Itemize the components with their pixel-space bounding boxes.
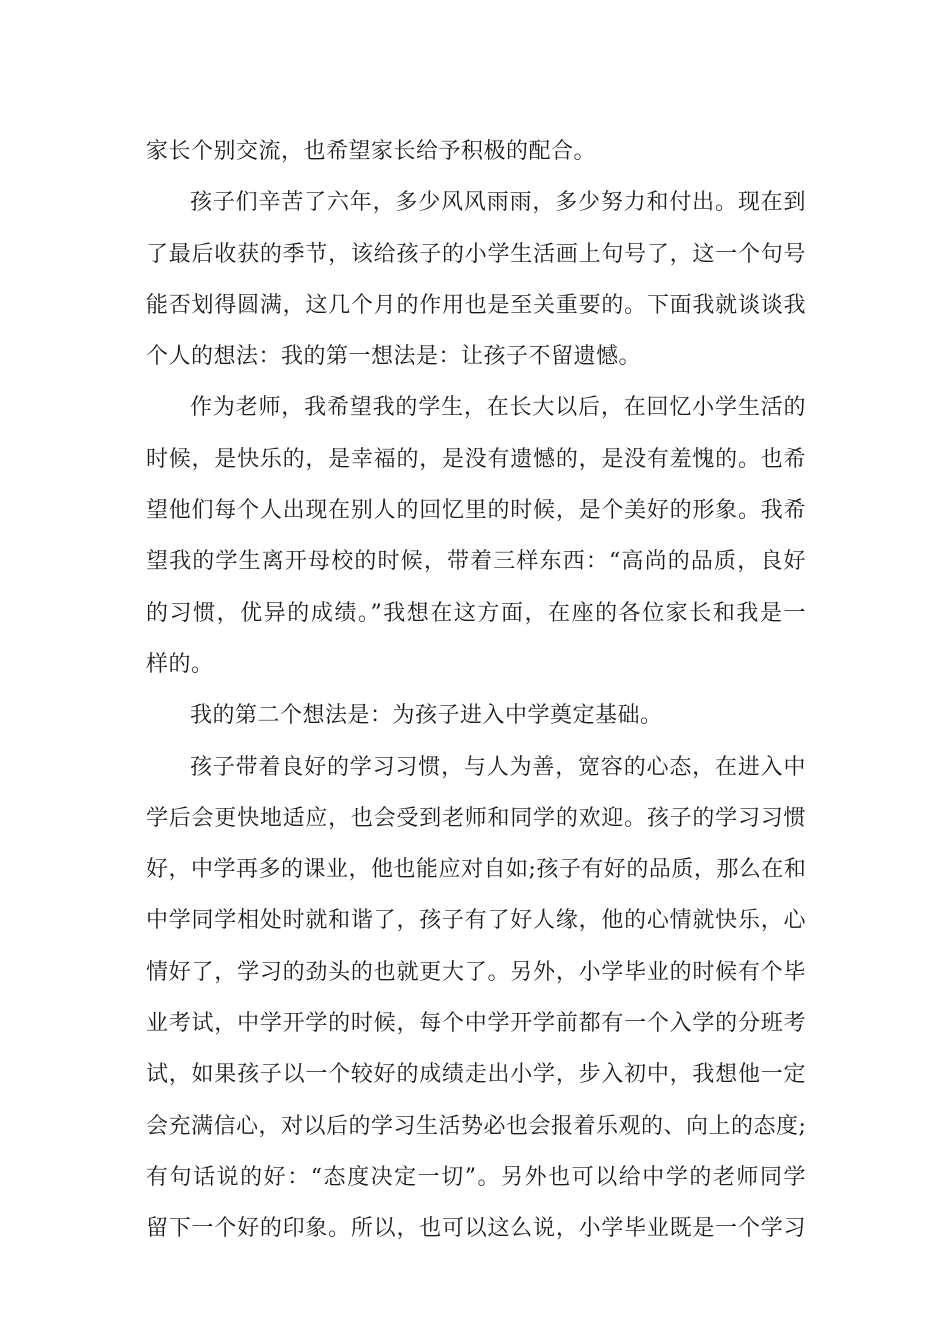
text-line: 试，如果孩子以一个较好的成绩走出小学，步入初中，我想他一定 (146, 1062, 806, 1088)
text-line: 的习惯，优异的成绩。”我想在这方面，在座的各位家长和我是一 (146, 600, 806, 626)
text-line: 留下一个好的印象。所以，也可以这么说，小学毕业既是一个学习 (146, 1216, 806, 1242)
text-line: 有句话说的好：“态度决定一切”。另外也可以给中学的老师同学 (146, 1164, 806, 1190)
text-line: 家长个别交流，也希望家长给予积极的配合。 (146, 139, 597, 164)
text-line: 时候，是快乐的，是幸福的，是没有遗憾的，是没有羞愧的。也希 (146, 446, 806, 472)
text-line: 作为老师，我希望我的学生，在长大以后，在回忆小学生活的 (190, 395, 806, 421)
text-line: 能否划得圆满，这几个月的作用也是至关重要的。下面我就谈谈我 (146, 292, 806, 318)
document-body (146, 126, 806, 1255)
text-line: 个人的想法：我的第一想法是：让孩子不留遗憾。 (146, 344, 642, 370)
text-line: 学后会更快地适应，也会受到老师和同学的欢迎。孩子的学习习惯 (146, 805, 806, 831)
text-line: 情好了，学习的劲头的也就更大了。另外，小学毕业的时候有个毕 (146, 959, 806, 985)
text-line: 会充满信心，对以后的学习生活势必也会报着乐观的、向上的态度; (146, 1113, 807, 1139)
text-line: 中学同学相处时就和谐了，孩子有了好人缘，他的心情就快乐，心 (146, 908, 806, 934)
text-line: 样的。 (146, 651, 214, 677)
text-line: 孩子们辛苦了六年，多少风风雨雨，多少努力和付出。现在到 (190, 190, 806, 216)
text-line: 望我的学生离开母校的时候，带着三样东西：“高尚的品质，良好 (146, 549, 806, 575)
text-line: 好，中学再多的课业，他也能应对自如;孩子有好的品质，那么在和 (146, 857, 807, 883)
text-line: 望他们每个人出现在别人的回忆里的时候，是个美好的形象。我希 (146, 498, 806, 524)
text-line: 我的第二个想法是：为孩子进入中学奠定基础。 (190, 703, 663, 729)
text-line: 孩子带着良好的学习习惯，与人为善，宽容的心态，在进入中 (190, 754, 806, 780)
text-line: 了最后收获的季节，该给孩子的小学生活画上句号了，这一个句号 (146, 241, 806, 267)
text-line: 业考试，中学开学的时候，每个中学开学前都有一个入学的分班考 (146, 1011, 806, 1037)
